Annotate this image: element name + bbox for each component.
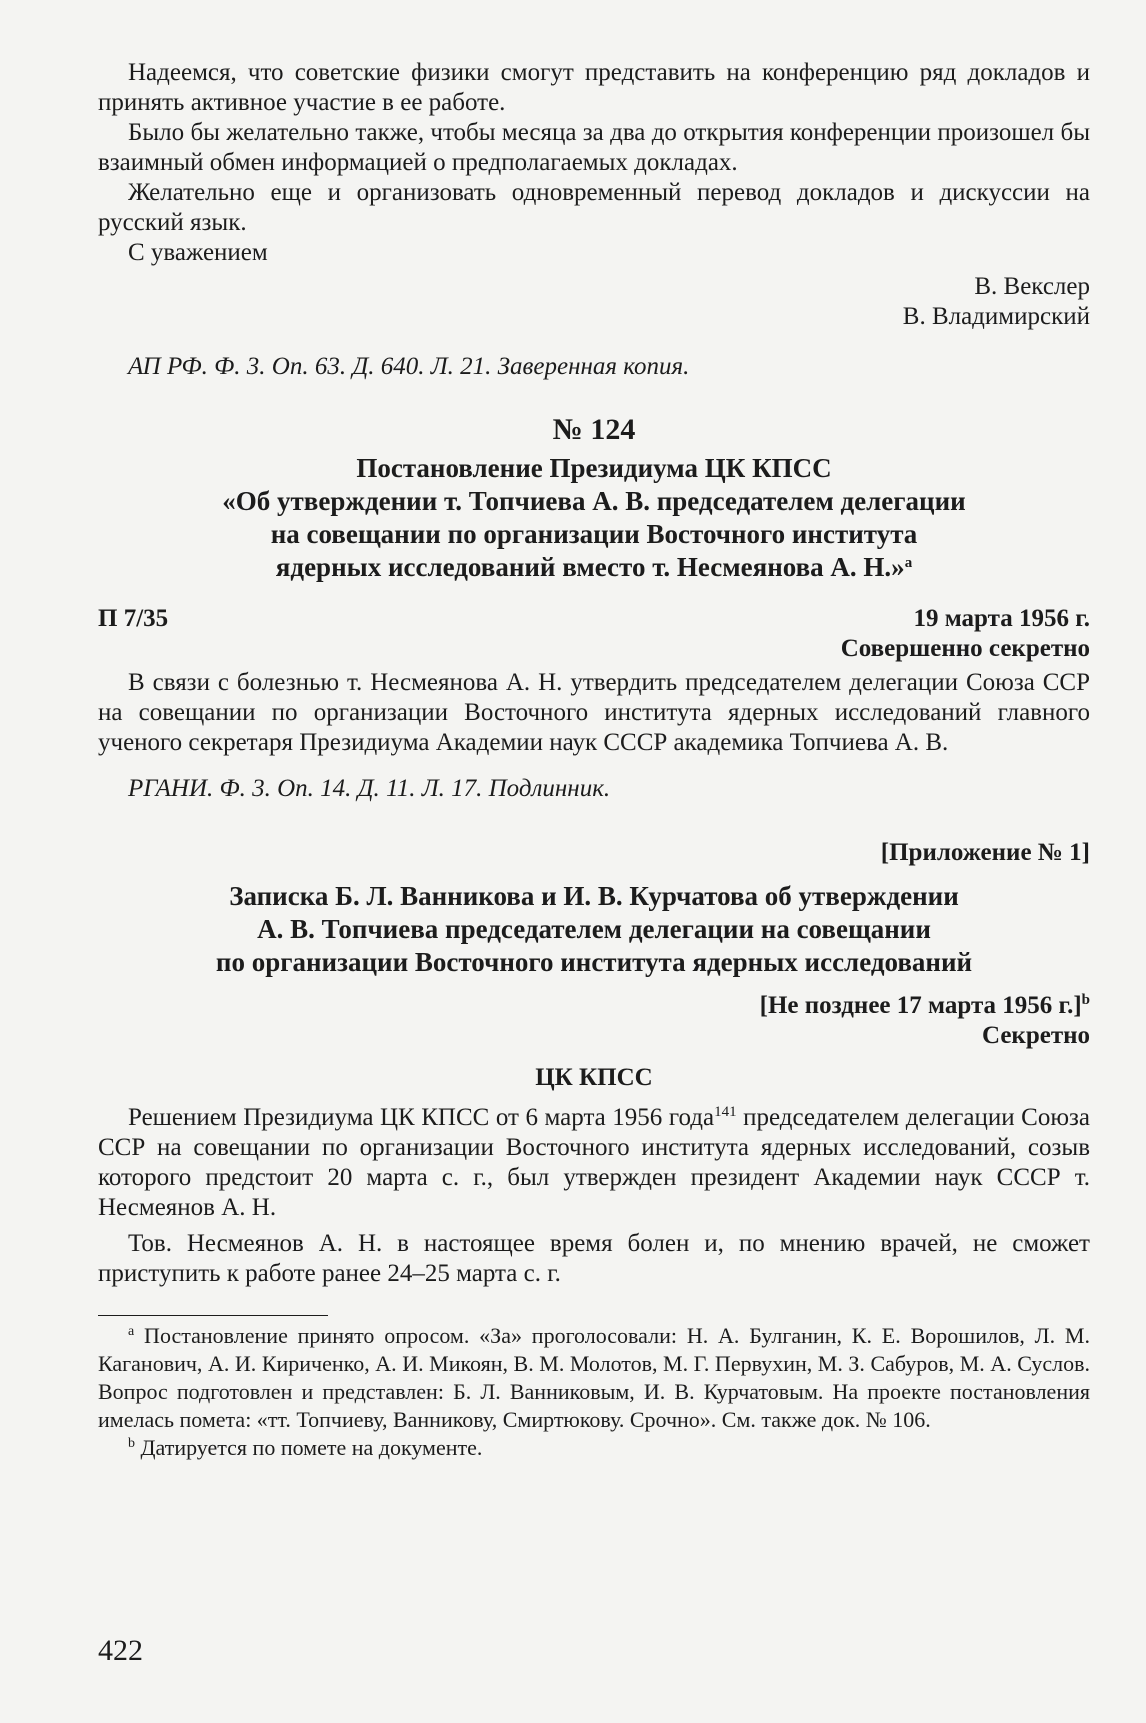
title-line-1: Постановление Президиума ЦК КПСС	[356, 453, 832, 483]
resolution-text: В связи с болезнью т. Несмеянова А. Н. утвердить председателем делегации Союза ССР на совещании по организации Восточного института ядерных исследований главного ученого секретаря Президиума Академии наук СССР академика Топчиева А. В.	[98, 669, 1090, 756]
appendix-title-line-3: по организации Восточного института ядерных исследований	[215, 947, 973, 977]
endnote-ref-141: 141	[714, 1104, 737, 1120]
appendix-title-line-2: А. В. Топчиева председателем делегации на совещании	[257, 914, 931, 944]
footnote-ref-a: а	[904, 555, 913, 571]
title-line-2: «Об утверждении т. Топчиева А. В. председателем делегации	[222, 486, 966, 516]
letter-paragraph-1: Надеемся, что советские физики смогут представить на конференцию ряд докладов и принять активное участие в ее работе.	[98, 59, 1090, 116]
protocol-number: П 7/35	[98, 605, 169, 632]
document-date: 19 марта 1956 г.	[913, 605, 1090, 632]
appendix-title	[98, 880, 1090, 979]
protocol-row	[98, 604, 1090, 634]
document-124	[98, 412, 1090, 804]
appendix-date: [Не позднее 17 марта 1956 г.]$^b$	[759, 992, 1090, 1019]
title-line-3: на совещании по организации Восточного института	[270, 519, 918, 549]
letter-paragraph-2: Было бы желательно также, чтобы месяца за два до открытия конференции произошел бы взаимный обмен информацией о предполагаемых докладах.	[98, 119, 1090, 176]
footnote-a: $^а$ Постановление принято опросом. «За» проголосовали: Н. А. Булганин, К. Е. Ворошилов, Л. М. Каганович, А. И. Кириченко, А. И. Микоян, В. М. Молотов, М. Г. Первухин, М. З. Сабуров, М. А. Суслов. Вопрос подготовлен и представлен: Б. Л. Ванниковым, И. В. Курчатовым. На проекте постановления имелась помета: «тт. Топчиеву, Ванникову, Смиртюкову. Срочно». См. также док. № 106.	[98, 1323, 1090, 1432]
page-number: 422	[98, 1634, 143, 1667]
document-title	[98, 452, 1090, 584]
appendix-1	[98, 838, 1090, 1289]
footnote-a-mark: а	[128, 1324, 135, 1339]
classification-top-secret: Совершенно секретно	[840, 635, 1090, 662]
letter-closing: С уважением	[128, 239, 268, 266]
letter-source: АП РФ. Ф. 3. Оп. 63. Д. 640. Л. 21. Заверенная копия.	[128, 353, 690, 380]
signature-veksler: В. Векслер	[974, 273, 1090, 300]
signature-vladimirsky: В. Владимирский	[902, 303, 1090, 330]
document-source: РГАНИ. Ф. 3. Оп. 14. Д. 11. Л. 17. Подлинник.	[128, 775, 611, 802]
letter-paragraph-3: Желательно еще и организовать одновременный перевод докладов и дискуссии на русский язык.	[98, 179, 1090, 236]
appendix-paragraph-2: Тов. Несмеянов А. Н. в настоящее время болен и, по мнению врачей, не сможет приступить к работе ранее 24–25 марта с. г.	[98, 1230, 1090, 1287]
footnotes	[98, 1322, 1090, 1462]
footnote-b: $^b$ Датируется по помете на документе.	[128, 1435, 483, 1460]
appendix-label: [Приложение № 1]	[880, 839, 1090, 866]
footnote-divider	[98, 1315, 328, 1316]
appendix-title-line-1: Записка Б. Л. Ванникова и И. В. Курчатова об утверждении	[229, 881, 959, 911]
footnote-b-mark: b	[128, 1436, 135, 1451]
classification-secret: Секретно	[981, 1022, 1090, 1049]
title-line-4: ядерных исследований вместо т. Несмеянова А. Н.»$^а$	[275, 552, 913, 582]
appendix-paragraph-1: Решением Президиума ЦК КПСС от 6 марта 1956 года$^{141}$ председателем делегации Союза ССР на совещании по организации Восточного института ядерных исследований, созыв которого предстоит 20 марта с. г., был утвержден президент Академии наук СССР т. Несмеянов А. Н.	[98, 1104, 1090, 1221]
letter-ending	[98, 58, 1090, 382]
addressee: ЦК КПСС	[535, 1064, 653, 1091]
document-number: № 124	[552, 413, 636, 446]
footnote-ref-b: b	[1081, 992, 1090, 1008]
